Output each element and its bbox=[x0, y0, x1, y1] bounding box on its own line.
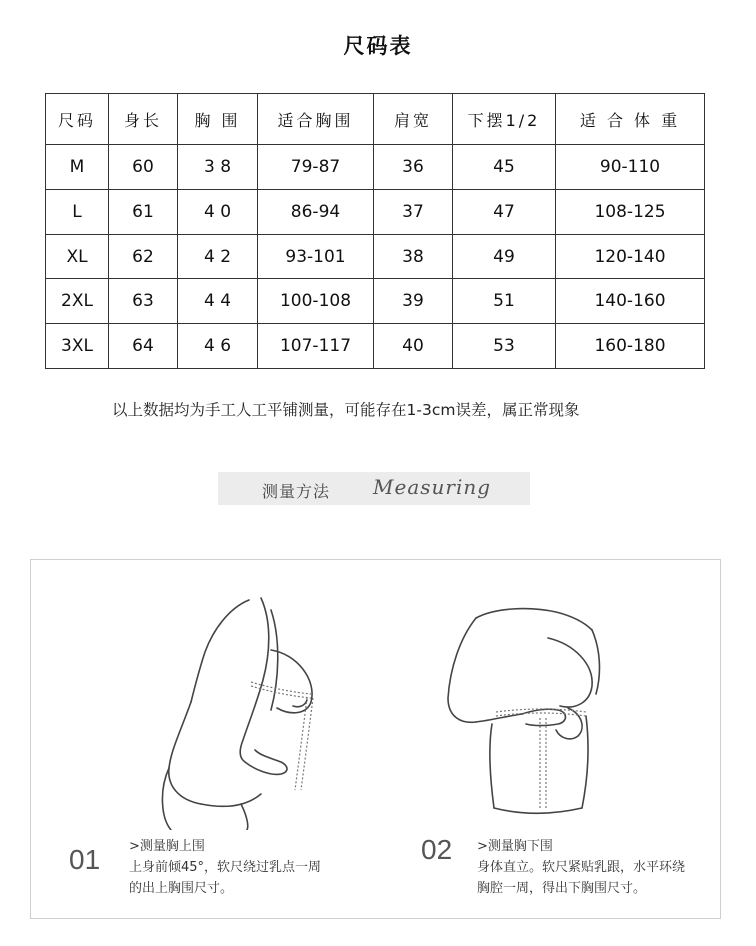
table-header-cell: 胸 围 bbox=[178, 94, 258, 145]
table-cell: 140-160 bbox=[556, 279, 705, 324]
step-2-line-2: 胸腔一周，得出下胸围尺寸。 bbox=[477, 881, 647, 896]
table-cell: 49 bbox=[453, 234, 556, 279]
measuring-banner bbox=[218, 472, 530, 505]
table-header-row bbox=[46, 94, 705, 145]
table-header-cell: 适 合 体 重 bbox=[556, 94, 705, 145]
table-cell: 37 bbox=[374, 189, 453, 234]
size-table bbox=[45, 93, 705, 369]
table-header-cell: 下摆1/2 bbox=[453, 94, 556, 145]
table-cell: XL bbox=[46, 234, 109, 279]
table-row bbox=[46, 234, 705, 279]
table-cell: 90-110 bbox=[556, 145, 705, 190]
under-bust-illustration bbox=[436, 598, 626, 828]
table-cell: 160-180 bbox=[556, 324, 705, 369]
step-2-text bbox=[477, 836, 685, 899]
table-cell: 3 8 bbox=[178, 145, 258, 190]
step-1-heading: >测量胸上围 bbox=[129, 839, 205, 854]
table-cell: 64 bbox=[109, 324, 178, 369]
table-cell: 4 0 bbox=[178, 189, 258, 234]
step-2-line-1: 身体直立。软尺紧贴乳跟，水平环绕 bbox=[477, 860, 686, 875]
banner-title-cn: 测量方法 bbox=[262, 482, 331, 501]
table-cell: 100-108 bbox=[258, 279, 374, 324]
table-cell: 36 bbox=[374, 145, 453, 190]
table-cell: 45 bbox=[453, 145, 556, 190]
table-cell: 61 bbox=[109, 189, 178, 234]
table-cell: 4 6 bbox=[178, 324, 258, 369]
table-cell: 4 2 bbox=[178, 234, 258, 279]
table-cell: 53 bbox=[453, 324, 556, 369]
table-cell: 51 bbox=[453, 279, 556, 324]
table-cell: 86-94 bbox=[258, 189, 374, 234]
table-cell: 79-87 bbox=[258, 145, 374, 190]
table-cell: 47 bbox=[453, 189, 556, 234]
table-cell: 3XL bbox=[46, 324, 109, 369]
table-cell: 39 bbox=[374, 279, 453, 324]
table-cell: 108-125 bbox=[556, 189, 705, 234]
table-cell: 62 bbox=[109, 234, 178, 279]
table-cell: 107-117 bbox=[258, 324, 374, 369]
upper-bust-illustration bbox=[121, 590, 351, 830]
step-1-text bbox=[129, 836, 321, 899]
table-cell: 120-140 bbox=[556, 234, 705, 279]
step-number-2: 02 bbox=[421, 834, 453, 865]
table-cell: 63 bbox=[109, 279, 178, 324]
step-2-heading: >测量胸下围 bbox=[477, 839, 553, 854]
table-cell: 38 bbox=[374, 234, 453, 279]
page-title: 尺码表 bbox=[343, 34, 413, 58]
table-cell: M bbox=[46, 145, 109, 190]
step-1-line-1: 上身前倾45°，软尺绕过乳点一周 bbox=[129, 860, 322, 875]
step-1-line-2: 的出上胸围尺寸。 bbox=[129, 881, 234, 896]
table-header-cell: 适合胸围 bbox=[258, 94, 374, 145]
banner-title-en: Measuring bbox=[373, 475, 492, 499]
table-cell: 40 bbox=[374, 324, 453, 369]
table-header-cell: 尺码 bbox=[46, 94, 109, 145]
table-cell: 4 4 bbox=[178, 279, 258, 324]
table-cell: 2XL bbox=[46, 279, 109, 324]
measuring-panel bbox=[30, 559, 721, 919]
measurement-note: 以上数据均为手工人工平铺测量，可能存在1-3cm误差，属正常现象 bbox=[112, 401, 580, 419]
table-cell: 93-101 bbox=[258, 234, 374, 279]
table-cell: L bbox=[46, 189, 109, 234]
step-number-1: 01 bbox=[69, 844, 101, 875]
table-cell: 60 bbox=[109, 145, 178, 190]
table-row bbox=[46, 189, 705, 234]
table-header-cell: 身长 bbox=[109, 94, 178, 145]
table-row bbox=[46, 279, 705, 324]
table-row bbox=[46, 324, 705, 369]
table-header-cell: 肩宽 bbox=[374, 94, 453, 145]
table-row bbox=[46, 145, 705, 190]
